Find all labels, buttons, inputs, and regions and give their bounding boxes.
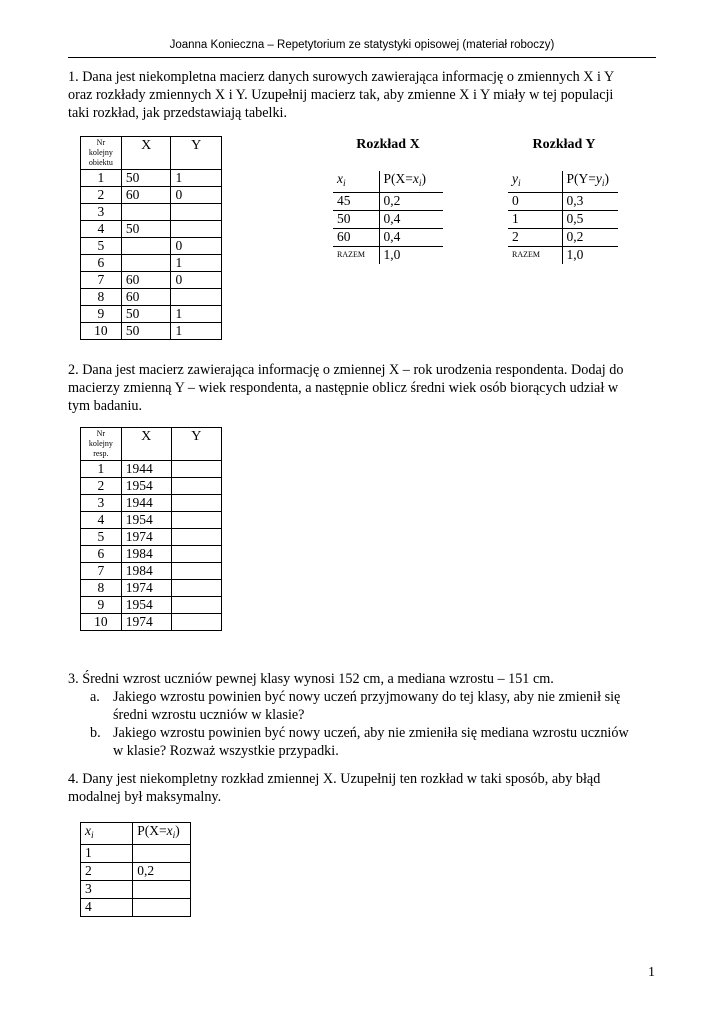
table-row	[81, 495, 222, 512]
task2-text	[68, 361, 668, 416]
dist-x-col1	[333, 171, 379, 193]
y-cell[interactable]	[171, 546, 221, 563]
x-cell[interactable]: 1984	[121, 546, 171, 563]
task3-a-line: średni wzrostu uczniów w klasie?	[113, 707, 305, 724]
dist-y-total-label: RAZEM	[508, 247, 562, 265]
x-cell[interactable]: 50	[121, 221, 171, 238]
dist-y-total-value: 1,0	[566, 247, 584, 262]
dist-y-col2-var: y	[595, 171, 602, 186]
x-cell[interactable]	[121, 238, 171, 255]
row-number: 8	[81, 580, 122, 597]
dist-y-col1	[508, 171, 562, 193]
dist-x-header	[333, 171, 443, 193]
x-cell[interactable]: 1974	[121, 614, 171, 631]
table-row	[81, 614, 222, 631]
task4-col2-sub: i	[172, 831, 176, 841]
dist-y-prob: 0,5	[562, 211, 618, 229]
task4-value: 4	[81, 899, 133, 917]
task4-prob-input[interactable]	[133, 881, 191, 899]
dist-x-row	[333, 193, 443, 211]
dist-x-prob: 0,4	[379, 211, 443, 229]
dist-y-col2-suffix: )	[604, 171, 609, 186]
task3-a-label: a.	[90, 689, 100, 705]
task1-line-1: 1. Dana jest niekompletna macierz danych surowych zawierająca informację o zmiennych X i Y	[68, 69, 615, 85]
table-row	[81, 221, 222, 238]
dist-y-total-row	[508, 247, 618, 265]
y-cell[interactable]	[171, 529, 221, 546]
nr-header-line: Nr	[96, 429, 106, 438]
y-cell[interactable]	[171, 461, 221, 478]
table-row	[81, 580, 222, 597]
task4-prob-input[interactable]	[133, 899, 191, 917]
y-cell[interactable]	[171, 495, 221, 512]
task1-line-2: oraz rozkłady zmiennych X i Y. Uzupełnij macierz tak, aby zmienne X i Y miały w tej populacji	[68, 87, 614, 104]
table-row	[81, 461, 222, 478]
task4-row	[81, 881, 191, 899]
row-number: 3	[81, 204, 122, 221]
task4-value: 3	[81, 881, 133, 899]
dist-x-prob: 0,4	[379, 229, 443, 247]
task3-b-line: Jakiego wzrostu powinien być nowy uczeń, aby nie zmieniła się mediana wzrostu uczniów	[113, 725, 629, 741]
task2-line-1: 2. Dana jest macierz zawierająca informację o zmiennej X – rok urodzenia respondenta. Dodaj do	[68, 362, 624, 378]
dist-y-table	[508, 171, 618, 264]
y-cell[interactable]	[171, 597, 221, 614]
task4-col2-var: x	[166, 823, 173, 838]
task1-matrix	[80, 136, 222, 340]
task3-b-text	[113, 724, 673, 760]
row-number: 5	[81, 238, 122, 255]
y-cell[interactable]: 0	[171, 272, 222, 289]
dist-y-row	[508, 229, 618, 247]
x-cell[interactable]: 50	[121, 323, 171, 340]
table-row	[81, 563, 222, 580]
page-header: Joanna Konieczna – Repetytorium ze statystyki opisowej (materiał roboczy)	[169, 39, 555, 51]
x-cell[interactable]: 60	[121, 187, 171, 204]
row-number: 4	[81, 512, 122, 529]
x-cell[interactable]: 1974	[121, 529, 171, 546]
task4-prob: 0,2	[133, 863, 191, 881]
table-row	[81, 255, 222, 272]
dist-x-row	[333, 211, 443, 229]
task4-header	[81, 823, 191, 845]
nr-header-line: kolejny	[88, 148, 113, 157]
task4-col1	[81, 823, 133, 845]
x-cell[interactable]: 1954	[121, 597, 171, 614]
table-row	[81, 289, 222, 306]
task3-a-line: Jakiego wzrostu powinien być nowy uczeń przyjmowany do tej klasy, aby nie zmienił się	[113, 689, 621, 705]
y-cell[interactable]	[171, 221, 222, 238]
dist-y-col2-prefix: P(Y=	[566, 171, 596, 186]
dist-y-value: 1	[508, 211, 562, 229]
table-row	[81, 323, 222, 340]
dist-x-value: 45	[333, 193, 379, 211]
task3-b-label: b.	[90, 725, 101, 741]
dist-x-col1-sub: i	[343, 179, 346, 189]
task4-table	[80, 822, 191, 917]
nr-header	[81, 137, 122, 170]
dist-y-col1-sub: i	[518, 179, 521, 189]
dist-y-col2-sub: i	[601, 179, 605, 189]
task4-value: 2	[81, 863, 133, 881]
dist-y-value: 0	[508, 193, 562, 211]
dist-x-col2	[379, 171, 443, 193]
table-row	[81, 272, 222, 289]
task2-line-2: macierzy zmienną Y – wiek respondenta, a następnie oblicz średni wiek osób biorących udział w	[68, 380, 619, 397]
dist-x-col2-sub: i	[418, 179, 422, 189]
y-header: Y	[171, 137, 222, 170]
nr-header-line: kolejny	[88, 439, 113, 448]
row-number: 3	[81, 495, 122, 512]
x-cell[interactable]: 50	[121, 306, 171, 323]
header-divider	[68, 57, 656, 58]
table-row	[81, 170, 222, 187]
table-row	[81, 238, 222, 255]
table-row	[81, 204, 222, 221]
table-row	[81, 512, 222, 529]
row-number: 9	[81, 306, 122, 323]
x-cell[interactable]: 50	[121, 170, 171, 187]
y-cell[interactable]	[171, 478, 221, 495]
table-row	[81, 478, 222, 495]
dist-y-col1-var: y	[512, 171, 518, 186]
row-number: 6	[81, 255, 122, 272]
x-header: X	[121, 137, 171, 170]
y-cell[interactable]	[171, 614, 221, 631]
task2-matrix	[80, 427, 222, 631]
table-row	[81, 187, 222, 204]
task4-text	[68, 770, 668, 806]
row-number: 2	[81, 478, 122, 495]
y-cell[interactable]: 1	[171, 170, 222, 187]
y-cell[interactable]	[171, 563, 221, 580]
table-row	[81, 306, 222, 323]
x-cell[interactable]: 60	[121, 289, 171, 306]
x-header: X	[121, 428, 171, 461]
task4-row	[81, 845, 191, 863]
dist-x-prob: 0,2	[379, 193, 443, 211]
task4-row	[81, 899, 191, 917]
nr-header-line: resp.	[93, 449, 109, 458]
task4-row	[81, 863, 191, 881]
dist-y-prob: 0,2	[562, 229, 618, 247]
y-header: Y	[171, 428, 221, 461]
dist-x-col2-prefix: P(X=	[383, 171, 413, 186]
dist-y-col2	[562, 171, 618, 193]
row-number: 8	[81, 289, 122, 306]
task2-line-3: tym badaniu.	[68, 398, 143, 415]
table-row	[81, 546, 222, 563]
dist-x-total-label: RAZEM	[333, 247, 379, 265]
nr-header	[81, 428, 122, 461]
table-row	[81, 597, 222, 614]
row-number: 1	[81, 461, 122, 478]
task1-line-3: taki rozkład, jak przedstawiają tabelki.	[68, 105, 288, 122]
y-cell[interactable]: 0	[171, 238, 222, 255]
dist-y-title: Rozkład Y	[532, 137, 596, 152]
table-row	[81, 529, 222, 546]
task4-line-1: 4. Dany jest niekompletny rozkład zmiennej X. Uzupełnij ten rozkład w taki sposób, aby błąd	[68, 771, 601, 787]
task4-col2-suffix: )	[175, 823, 180, 838]
y-cell[interactable]: 1	[171, 323, 222, 340]
dist-x-col2-suffix: )	[421, 171, 426, 186]
dist-x-row	[333, 229, 443, 247]
x-cell[interactable]: 60	[121, 272, 171, 289]
y-cell[interactable]	[171, 512, 221, 529]
task1-matrix-header	[81, 137, 222, 170]
row-number: 9	[81, 597, 122, 614]
task4-col2	[133, 823, 191, 845]
dist-x-col2-var: x	[412, 171, 419, 186]
y-cell[interactable]: 1	[171, 306, 222, 323]
nr-header-line: obiektu	[88, 158, 113, 167]
row-number: 10	[81, 614, 122, 631]
task1-text	[68, 68, 668, 123]
task4-col1-var: x	[85, 823, 91, 838]
page-number: 1	[648, 965, 655, 980]
task4-line-2: modalnej był maksymalny.	[68, 789, 222, 806]
dist-y-prob: 0,3	[562, 193, 618, 211]
task4-col2-prefix: P(X=	[137, 823, 167, 838]
x-cell[interactable]: 1984	[121, 563, 171, 580]
row-number: 2	[81, 187, 122, 204]
dist-x-table	[333, 171, 443, 264]
dist-y-row	[508, 211, 618, 229]
x-cell[interactable]: 1944	[121, 461, 171, 478]
task4-col1-sub: i	[91, 831, 94, 841]
dist-x-value: 50	[333, 211, 379, 229]
dist-x-col1-var: x	[337, 171, 343, 186]
y-cell[interactable]: 1	[171, 255, 222, 272]
x-cell[interactable]	[121, 204, 171, 221]
y-cell[interactable]	[171, 204, 222, 221]
task3-a-text	[113, 688, 673, 724]
dist-x-title: Rozkład X	[356, 137, 420, 152]
row-number: 1	[81, 170, 122, 187]
y-cell[interactable]: 0	[171, 187, 222, 204]
nr-header-line: Nr	[96, 138, 106, 147]
x-cell[interactable]: 1954	[121, 478, 171, 495]
x-cell[interactable]: 1944	[121, 495, 171, 512]
row-number: 10	[81, 323, 122, 340]
task4-prob-input[interactable]	[133, 845, 191, 863]
task3-b-line: w klasie? Rozważ wszystkie przypadki.	[113, 743, 339, 760]
dist-x-total-value: 1,0	[383, 247, 401, 262]
task2-matrix-header	[81, 428, 222, 461]
dist-x-total-row	[333, 247, 443, 265]
row-number: 6	[81, 546, 122, 563]
dist-x-value: 60	[333, 229, 379, 247]
dist-y-header	[508, 171, 618, 193]
x-cell[interactable]: 1974	[121, 580, 171, 597]
row-number: 5	[81, 529, 122, 546]
row-number: 7	[81, 563, 122, 580]
y-cell[interactable]	[171, 580, 221, 597]
x-cell[interactable]	[121, 255, 171, 272]
dist-y-value: 2	[508, 229, 562, 247]
x-cell[interactable]: 1954	[121, 512, 171, 529]
y-cell[interactable]	[171, 289, 222, 306]
row-number: 7	[81, 272, 122, 289]
row-number: 4	[81, 221, 122, 238]
dist-y-row	[508, 193, 618, 211]
task4-value: 1	[81, 845, 133, 863]
task3-intro: 3. Średni wzrost uczniów pewnej klasy wynosi 152 cm, a mediana wzrostu – 151 cm.	[68, 671, 554, 687]
